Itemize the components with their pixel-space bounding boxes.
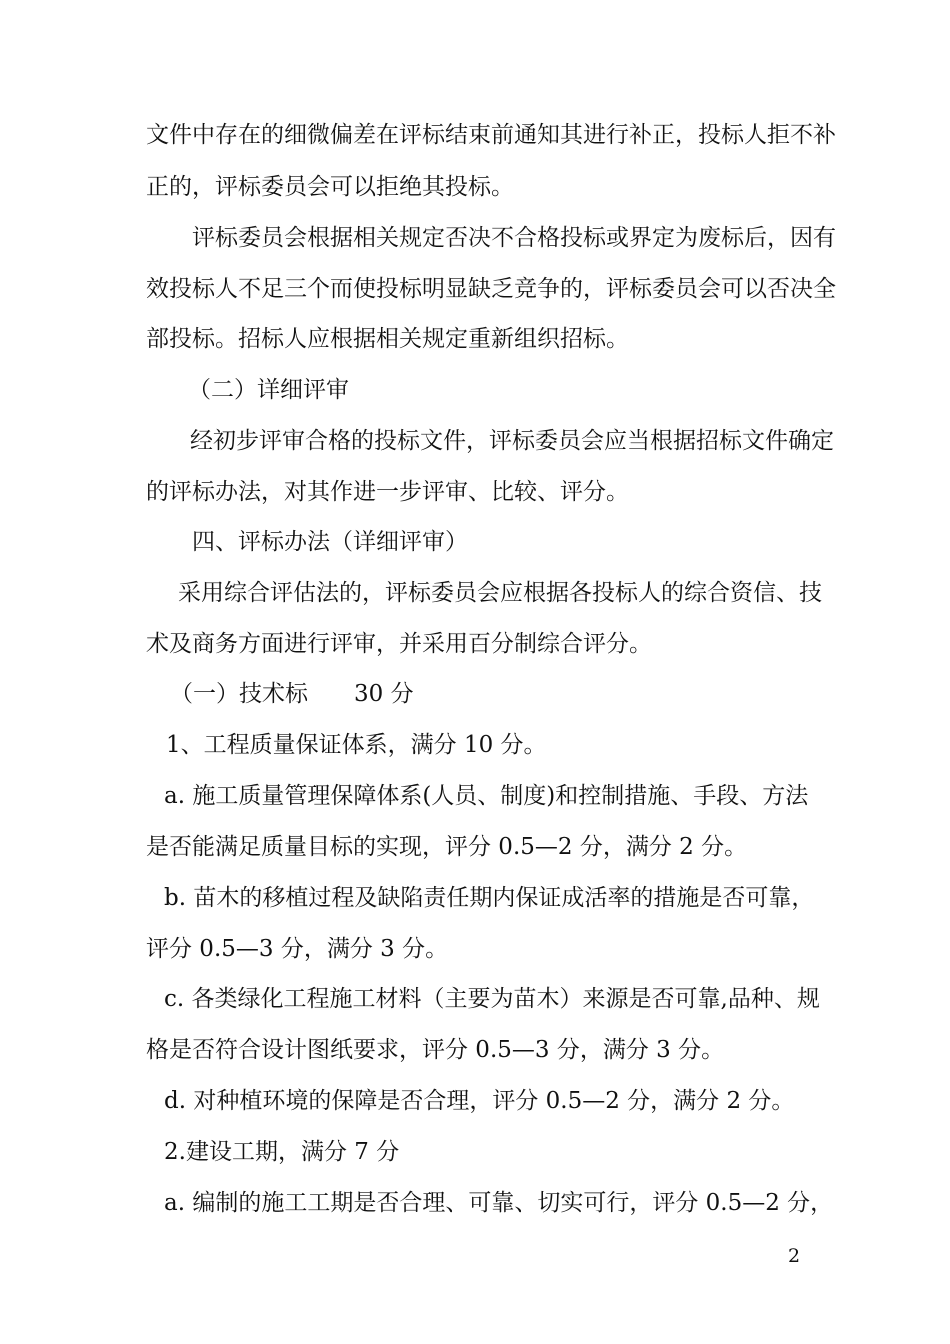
paragraph-line: 评标委员会根据相关规定否决不合格投标或界定为废标后，因有 bbox=[192, 225, 836, 251]
list-item: 是否能满足质量目标的实现，评分 0.5—2 分，满分 2 分。 bbox=[146, 834, 748, 860]
list-item: 2.建设工期，满分 7 分 bbox=[164, 1139, 400, 1165]
list-item: 格是否符合设计图纸要求，评分 0.5—3 分，满分 3 分。 bbox=[146, 1037, 725, 1063]
section-heading: 四、评标办法（详细评审） bbox=[192, 529, 468, 555]
list-item: 评分 0.5—3 分，满分 3 分。 bbox=[146, 936, 449, 962]
list-item: c. 各类绿化工程施工材料（主要为苗木）来源是否可靠,品种、规 bbox=[164, 986, 820, 1012]
list-item: a. 施工质量管理保障体系(人员、制度)和控制措施、手段、方法 bbox=[164, 783, 809, 809]
list-item: d. 对种植环境的保障是否合理，评分 0.5—2 分，满分 2 分。 bbox=[164, 1088, 795, 1114]
paragraph-line: 部投标。招标人应根据相关规定重新组织招标。 bbox=[146, 326, 629, 352]
paragraph-line: 文件中存在的细微偏差在评标结束前通知其进行补正，投标人拒不补 bbox=[146, 122, 836, 148]
paragraph-line: 的评标办法，对其作进一步评审、比较、评分。 bbox=[146, 479, 629, 505]
section-heading: （二）详细评审 bbox=[188, 377, 349, 403]
list-item: a. 编制的施工工期是否合理、可靠、切实可行，评分 0.5—2 分， bbox=[164, 1190, 834, 1216]
paragraph-line: 效投标人不足三个而使投标明显缺乏竞争的，评标委员会可以否决全 bbox=[146, 276, 836, 302]
paragraph-line: 正的，评标委员会可以拒绝其投标。 bbox=[146, 174, 514, 200]
paragraph-line: 经初步评审合格的投标文件，评标委员会应当根据招标文件确定 bbox=[190, 428, 834, 454]
paragraph-line: 术及商务方面进行评审，并采用百分制综合评分。 bbox=[146, 631, 652, 657]
section-heading: （一）技术标 30 分 bbox=[170, 681, 414, 707]
list-item: b. 苗木的移植过程及缺陷责任期内保证成活率的措施是否可靠， bbox=[164, 885, 815, 911]
list-item: 1、工程质量保证体系，满分 10 分。 bbox=[166, 732, 547, 758]
paragraph-line: 采用综合评估法的，评标委员会应根据各投标人的综合资信、技 bbox=[178, 580, 822, 606]
page-number: 2 bbox=[788, 1245, 801, 1267]
